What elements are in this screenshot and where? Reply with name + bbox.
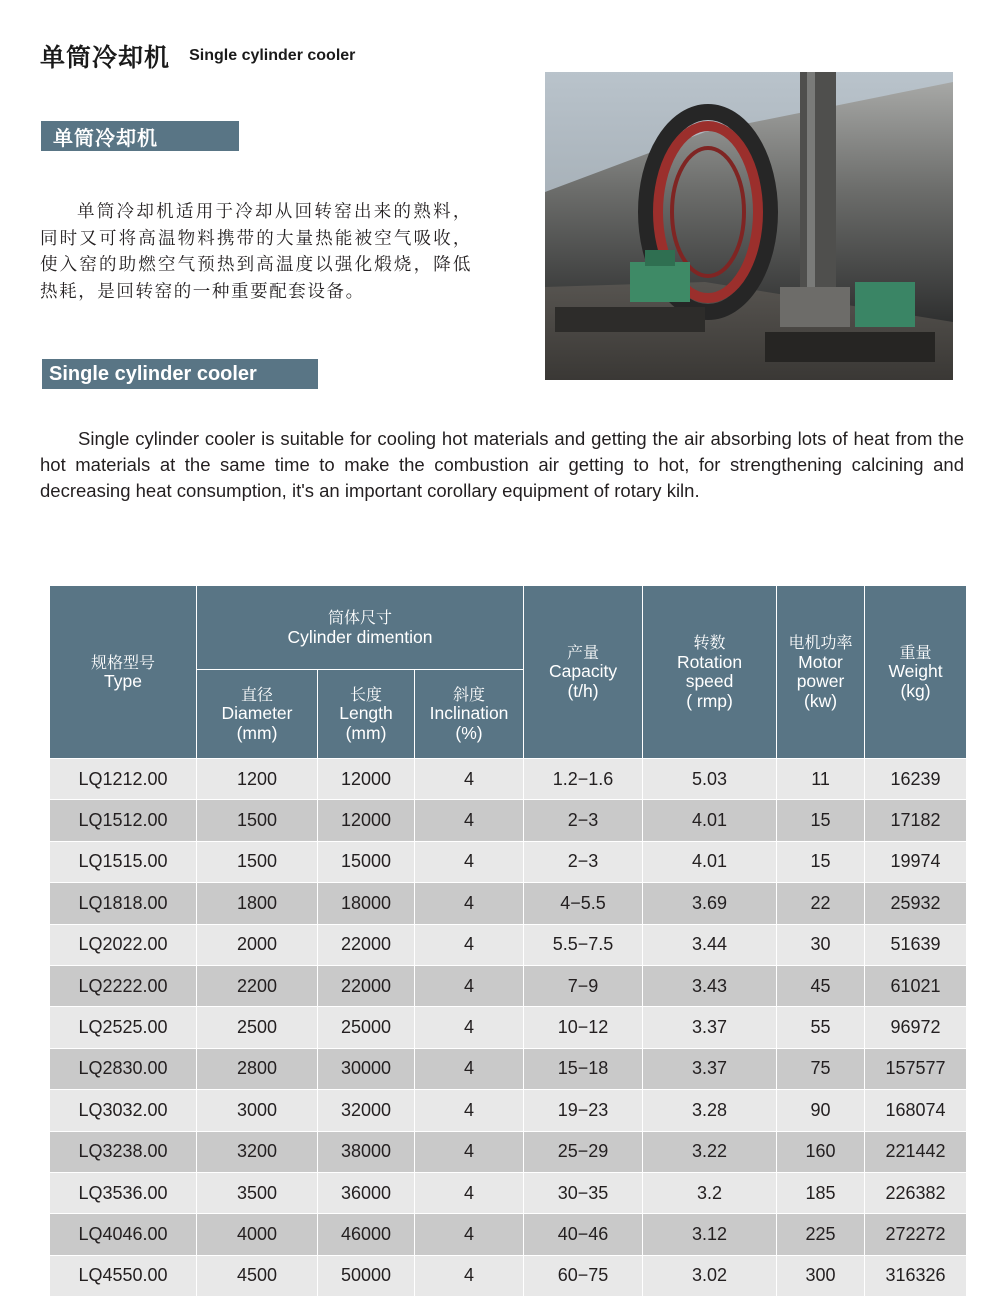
cell-inclination: 4 — [415, 1131, 524, 1172]
cell-type: LQ1818.00 — [50, 883, 197, 924]
cell-weight: 226382 — [865, 1172, 967, 1213]
cell-type: LQ4046.00 — [50, 1214, 197, 1255]
header-motor-power: 电机功率 Motor power (kw) — [777, 586, 865, 759]
cell-diameter: 3200 — [197, 1131, 318, 1172]
cell-diameter: 3000 — [197, 1090, 318, 1131]
cell-motor: 11 — [777, 759, 865, 800]
cell-length: 12000 — [318, 800, 415, 841]
cell-type: LQ3032.00 — [50, 1090, 197, 1131]
cell-speed: 3.37 — [643, 1048, 777, 1089]
cell-motor: 15 — [777, 841, 865, 882]
cell-motor: 160 — [777, 1131, 865, 1172]
cell-diameter: 1500 — [197, 800, 318, 841]
cell-capacity: 2−3 — [524, 841, 643, 882]
cell-inclination: 4 — [415, 965, 524, 1006]
cell-capacity: 25−29 — [524, 1131, 643, 1172]
cell-motor: 30 — [777, 924, 865, 965]
cell-capacity: 19−23 — [524, 1090, 643, 1131]
cell-motor: 55 — [777, 1007, 865, 1048]
cell-speed: 3.28 — [643, 1090, 777, 1131]
header-cylinder: 筒体尺寸 Cylinder dimention — [197, 586, 524, 670]
cell-length: 46000 — [318, 1214, 415, 1255]
page-title — [40, 38, 355, 74]
spec-table-body — [50, 759, 967, 1297]
cell-type: LQ2830.00 — [50, 1048, 197, 1089]
cell-speed: 3.69 — [643, 883, 777, 924]
table-row — [50, 1131, 967, 1172]
cell-motor: 15 — [777, 800, 865, 841]
cell-length: 50000 — [318, 1255, 415, 1296]
table-row — [50, 1007, 967, 1048]
cell-capacity: 15−18 — [524, 1048, 643, 1089]
cell-length: 15000 — [318, 841, 415, 882]
page-title-cn: 单筒冷却机 — [40, 43, 171, 72]
cell-inclination: 4 — [415, 1048, 524, 1089]
cell-speed: 3.37 — [643, 1007, 777, 1048]
cell-speed: 3.44 — [643, 924, 777, 965]
cell-motor: 185 — [777, 1172, 865, 1213]
cell-speed: 4.01 — [643, 841, 777, 882]
cell-diameter: 4500 — [197, 1255, 318, 1296]
cell-motor: 300 — [777, 1255, 865, 1296]
cell-type: LQ3238.00 — [50, 1131, 197, 1172]
header-rotation-speed: 转数 Rotation speed ( rmp) — [643, 586, 777, 759]
cell-capacity: 30−35 — [524, 1172, 643, 1213]
cell-length: 30000 — [318, 1048, 415, 1089]
table-row — [50, 883, 967, 924]
header-capacity: 产量 Capacity (t/h) — [524, 586, 643, 759]
header-inclination: 斜度 Inclination (%) — [415, 670, 524, 759]
cell-length: 22000 — [318, 924, 415, 965]
cell-weight: 25932 — [865, 883, 967, 924]
cell-weight: 51639 — [865, 924, 967, 965]
cell-weight: 19974 — [865, 841, 967, 882]
description-cn: 单筒冷却机适用于冷却从回转窑出来的熟料，同时又可将高温物料携带的大量热能被空气吸收，使入窑的助燃空气预热到高温度以强化煅烧，降低热耗，是回转窑的一种重要配套设备。 — [40, 202, 472, 302]
cell-weight: 157577 — [865, 1048, 967, 1089]
cell-motor: 45 — [777, 965, 865, 1006]
cell-speed: 5.03 — [643, 759, 777, 800]
cell-weight: 168074 — [865, 1090, 967, 1131]
cell-weight: 16239 — [865, 759, 967, 800]
cell-diameter: 1200 — [197, 759, 318, 800]
cell-capacity: 40−46 — [524, 1214, 643, 1255]
cell-speed: 3.22 — [643, 1131, 777, 1172]
cell-motor: 22 — [777, 883, 865, 924]
header-weight: 重量 Weight (kg) — [865, 586, 967, 759]
cell-motor: 225 — [777, 1214, 865, 1255]
cell-type: LQ4550.00 — [50, 1255, 197, 1296]
table-row — [50, 1090, 967, 1131]
section-heading-cn: 单筒冷却机 — [41, 121, 239, 151]
spec-table — [49, 585, 967, 1297]
header-type: 规格型号 Type — [50, 586, 197, 759]
cell-weight: 96972 — [865, 1007, 967, 1048]
cell-length: 38000 — [318, 1131, 415, 1172]
cell-inclination: 4 — [415, 883, 524, 924]
cell-capacity: 60−75 — [524, 1255, 643, 1296]
cell-motor: 90 — [777, 1090, 865, 1131]
cell-type: LQ3536.00 — [50, 1172, 197, 1213]
cell-weight: 221442 — [865, 1131, 967, 1172]
cell-speed: 3.12 — [643, 1214, 777, 1255]
cell-capacity: 2−3 — [524, 800, 643, 841]
cell-speed: 3.43 — [643, 965, 777, 1006]
cell-capacity: 5.5−7.5 — [524, 924, 643, 965]
cell-weight: 61021 — [865, 965, 967, 1006]
header-diameter: 直径 Diameter (mm) — [197, 670, 318, 759]
table-row — [50, 1214, 967, 1255]
cell-diameter: 4000 — [197, 1214, 318, 1255]
cell-inclination: 4 — [415, 759, 524, 800]
cell-type: LQ1512.00 — [50, 800, 197, 841]
cell-inclination: 4 — [415, 1007, 524, 1048]
table-row — [50, 924, 967, 965]
cell-diameter: 1800 — [197, 883, 318, 924]
cell-inclination: 4 — [415, 1090, 524, 1131]
cell-capacity: 4−5.5 — [524, 883, 643, 924]
cell-length: 36000 — [318, 1172, 415, 1213]
cell-capacity: 10−12 — [524, 1007, 643, 1048]
cell-type: LQ2022.00 — [50, 924, 197, 965]
cell-inclination: 4 — [415, 1214, 524, 1255]
cell-length: 12000 — [318, 759, 415, 800]
cell-speed: 4.01 — [643, 800, 777, 841]
product-photo — [545, 72, 953, 380]
cell-inclination: 4 — [415, 1255, 524, 1296]
cell-diameter: 2800 — [197, 1048, 318, 1089]
cell-type: LQ2525.00 — [50, 1007, 197, 1048]
table-row — [50, 841, 967, 882]
cell-diameter: 3500 — [197, 1172, 318, 1213]
cell-type: LQ1212.00 — [50, 759, 197, 800]
cell-inclination: 4 — [415, 841, 524, 882]
cell-inclination: 4 — [415, 800, 524, 841]
cell-diameter: 2500 — [197, 1007, 318, 1048]
table-row — [50, 965, 967, 1006]
cell-length: 25000 — [318, 1007, 415, 1048]
table-row — [50, 1048, 967, 1089]
cell-capacity: 7−9 — [524, 965, 643, 1006]
cell-inclination: 4 — [415, 924, 524, 965]
table-row — [50, 1255, 967, 1296]
cell-length: 18000 — [318, 883, 415, 924]
cell-length: 22000 — [318, 965, 415, 1006]
cell-weight: 17182 — [865, 800, 967, 841]
cell-speed: 3.2 — [643, 1172, 777, 1213]
cell-diameter: 1500 — [197, 841, 318, 882]
table-row — [50, 759, 967, 800]
cell-capacity: 1.2−1.6 — [524, 759, 643, 800]
description-en: Single cylinder cooler is suitable for cooling hot materials and getting the air absorbing lots of heat from the hot materials at the same time to make the combustion air getting to hot, for strengthening calcining and decreasing heat consumption, it's an important corollary equipment of rotary kiln. — [40, 428, 964, 501]
cell-inclination: 4 — [415, 1172, 524, 1213]
table-row — [50, 1172, 967, 1213]
table-row — [50, 800, 967, 841]
cell-type: LQ1515.00 — [50, 841, 197, 882]
cell-length: 32000 — [318, 1090, 415, 1131]
page-title-en: Single cylinder cooler — [189, 47, 356, 64]
section-heading-en: Single cylinder cooler — [42, 359, 318, 389]
cell-speed: 3.02 — [643, 1255, 777, 1296]
cell-weight: 272272 — [865, 1214, 967, 1255]
header-length: 长度 Length (mm) — [318, 670, 415, 759]
cell-motor: 75 — [777, 1048, 865, 1089]
cell-diameter: 2000 — [197, 924, 318, 965]
cell-weight: 316326 — [865, 1255, 967, 1296]
cell-diameter: 2200 — [197, 965, 318, 1006]
cell-type: LQ2222.00 — [50, 965, 197, 1006]
